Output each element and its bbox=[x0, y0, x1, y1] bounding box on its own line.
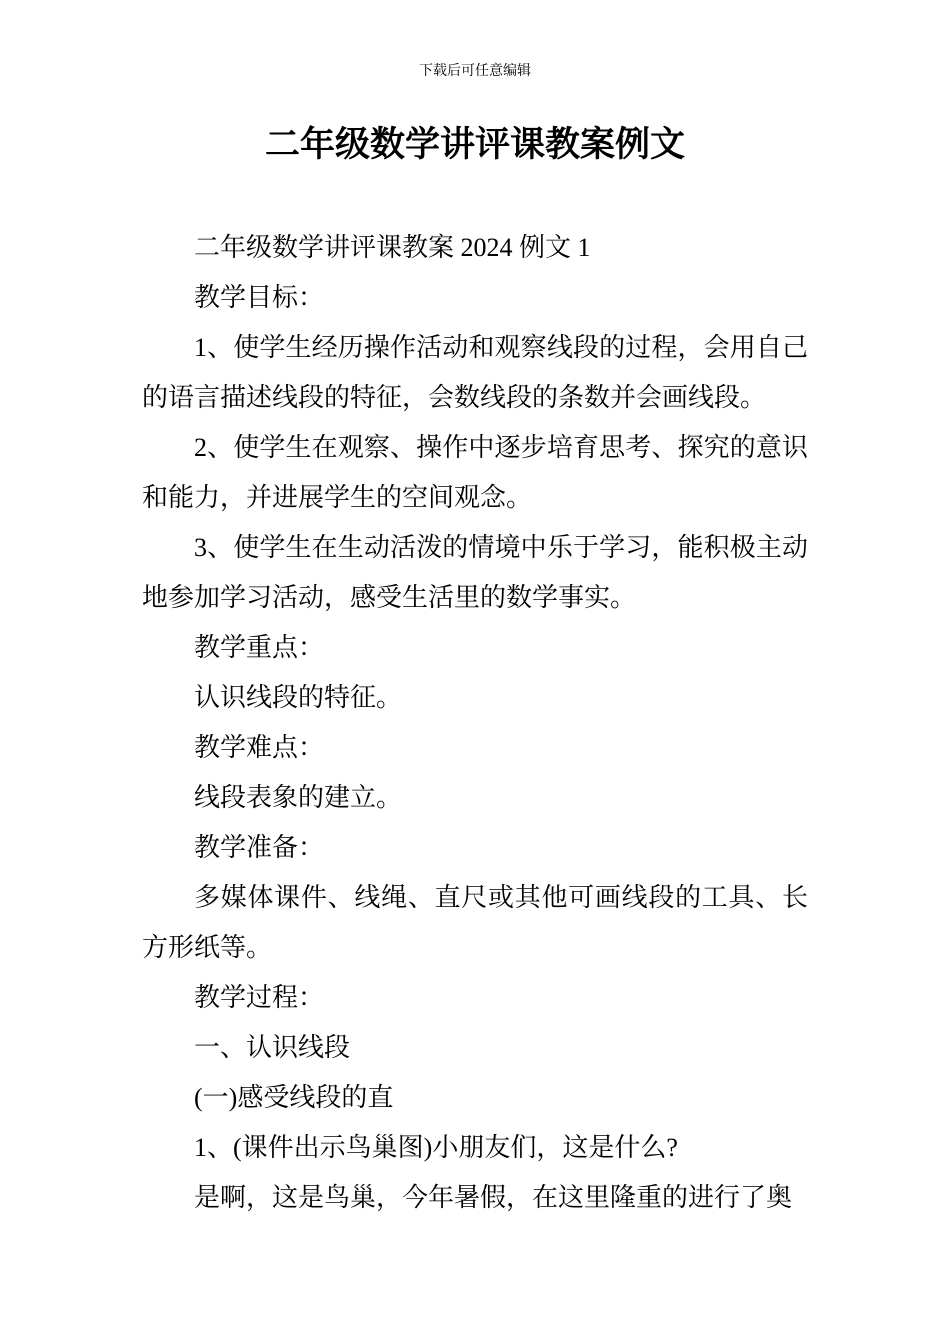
paragraph-difficulties: 线段表象的建立。 bbox=[194, 783, 403, 812]
paragraph-section-1: 一、认识线段 bbox=[194, 1033, 351, 1062]
page-title: 二年级数学讲评课教案例文 bbox=[264, 125, 685, 164]
header-note: 下载后可任意编辑 bbox=[419, 64, 531, 79]
paragraph-subtitle: 二年级数学讲评课教案 2024 例文 1 bbox=[194, 233, 591, 262]
paragraph-key-points-heading: 教学重点： bbox=[194, 633, 325, 662]
paragraph-preparation-heading: 教学准备： bbox=[194, 833, 325, 862]
paragraph-process-heading: 教学过程： bbox=[194, 983, 325, 1012]
paragraph-subsection-1: (一)感受线段的直 bbox=[194, 1083, 394, 1112]
paragraph-key-points: 认识线段的特征。 bbox=[194, 683, 403, 712]
paragraph-difficulties-heading: 教学难点： bbox=[194, 733, 325, 762]
paragraph-goal-2: 2、使学生在观察、操作中逐步培育思考、探究的意识和能力，并进展学生的空间观念。 bbox=[142, 433, 808, 512]
document-body bbox=[142, 223, 808, 1223]
paragraph-step-1-text: 是啊，这是鸟巢，今年暑假，在这里隆重的进行了奥 bbox=[194, 1183, 793, 1212]
paragraph-goal-1: 1、使学生经历操作活动和观察线段的过程，会用自己的语言描述线段的特征，会数线段的条数并会画线段。 bbox=[142, 333, 808, 412]
paragraph-step-1: 1、(课件出示鸟巢图)小朋友们，这是什么? bbox=[194, 1133, 678, 1162]
paragraph-preparation: 多媒体课件、线绳、直尺或其他可画线段的工具、长方形纸等。 bbox=[142, 883, 808, 962]
paragraph-goal-3: 3、使学生在生动活泼的情境中乐于学习，能积极主动地参加学习活动，感受生活里的数学事实。 bbox=[142, 533, 808, 612]
paragraph-goals-heading: 教学目标： bbox=[194, 283, 325, 312]
